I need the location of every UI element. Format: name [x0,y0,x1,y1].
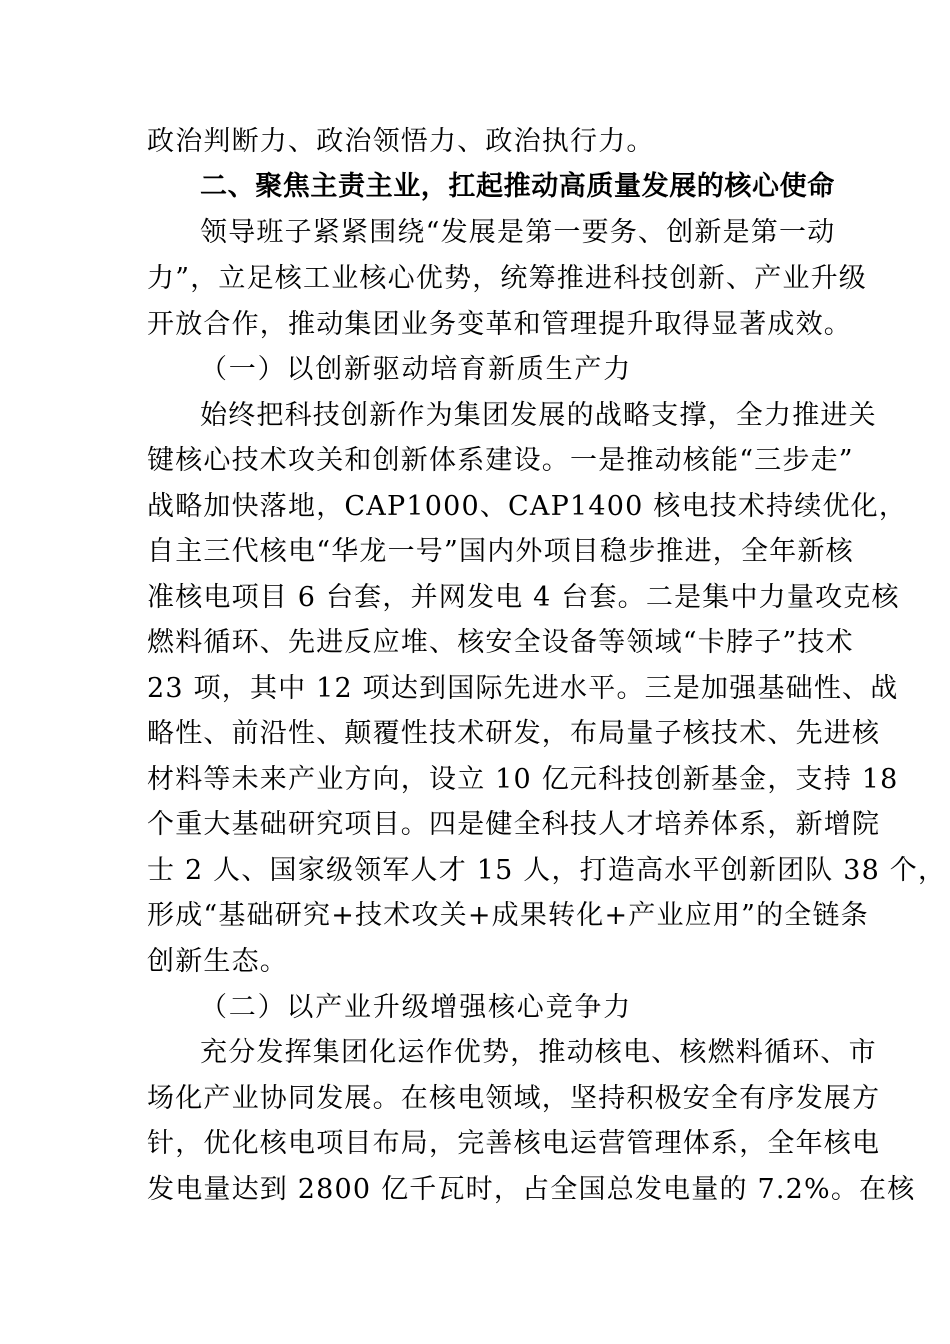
subsection-heading: （二）以产业升级增强核心竞争力 [200,992,632,1023]
paragraph-line: 政治判断力、政治领悟力、政治执行力。 [147,126,655,157]
paragraph-line: 力”，立足核工业核心优势，统筹推进科技创新、产业升级 [147,263,868,294]
paragraph-line: 针，优化核电项目布局，完善核电运营管理体系，全年核电 [147,1128,881,1159]
subsection-heading: （一）以创新驱动培育新质生产力 [200,354,632,385]
paragraph-line: 形成“基础研究+技术攻关+成果转化+产业应用”的全链条 [147,900,869,931]
paragraph-line: 领导班子紧紧围绕“发展是第一要务、创新是第一动 [200,217,836,248]
paragraph-line: 23 项，其中 12 项达到国际先进水平。三是加强基础性、战 [147,673,899,704]
paragraph-line: 燃料循环、先进反应堆、核安全设备等领域“卡脖子”技术 [147,627,854,658]
paragraph-line: 战略加快落地，CAP1000、CAP1400 核电技术持续优化， [147,491,908,522]
section-heading: 二、聚焦主责主业，扛起推动高质量发展的核心使命 [200,171,835,202]
paragraph-line: 自主三代核电“华龙一号”国内外项目稳步推进，全年新核 [147,536,854,567]
paragraph-line: 发电量达到 2800 亿千瓦时，占全国总发电量的 7.2%。在核 [147,1174,916,1205]
paragraph-line: 始终把科技创新作为集团发展的战略支撑，全力推进关 [200,400,877,431]
paragraph-line: 个重大基础研究项目。四是健全科技人才培养体系，新增院 [147,809,881,840]
paragraph-line: 开放合作，推动集团业务变革和管理提升取得显著成效。 [147,309,852,340]
paragraph-line: 充分发挥集团化运作优势，推动核电、核燃料循环、市 [200,1037,877,1068]
paragraph-line: 准核电项目 6 台套，并网发电 4 台套。二是集中力量攻克核 [147,582,900,613]
paragraph-line: 创新生态。 [147,946,288,977]
paragraph-line: 材料等未来产业方向，设立 10 亿元科技创新基金，支持 18 [147,764,899,795]
paragraph-line: 键核心技术攻关和创新体系建设。一是推动核能“三步走” [147,445,854,476]
paragraph-line: 士 2 人、国家级领军人才 15 人，打造高水平创新团队 38 个， [147,855,947,886]
paragraph-line: 场化产业协同发展。在核电领域，坚持积极安全有序发展方 [147,1083,881,1114]
paragraph-line: 略性、前沿性、颠覆性技术研发，布局量子核技术、先进核 [147,718,881,749]
